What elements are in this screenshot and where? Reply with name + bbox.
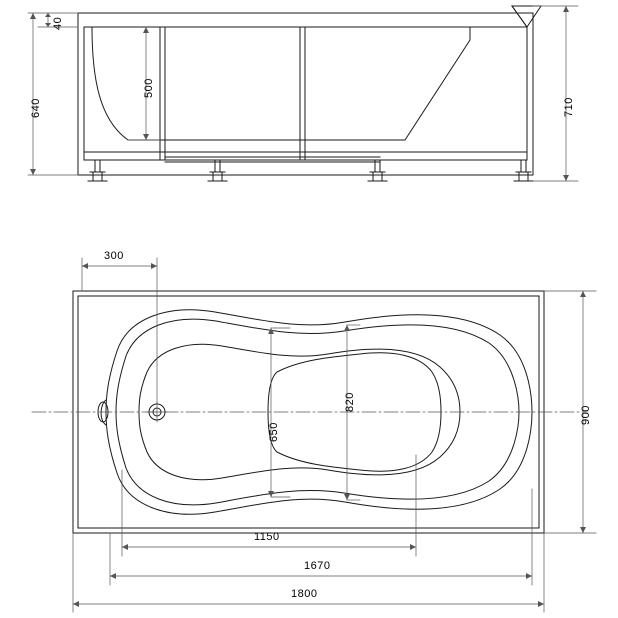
dimension-label-710: 710 xyxy=(563,97,575,117)
dimension-label-40: 40 xyxy=(52,16,64,30)
dimension-label-650: 650 xyxy=(268,422,280,442)
dimension-label-300: 300 xyxy=(104,250,124,262)
dimension-label-820: 820 xyxy=(344,392,356,412)
plan-dimension-lines xyxy=(73,258,596,612)
dimension-label-1800: 1800 xyxy=(291,588,318,600)
dimension-label-640: 640 xyxy=(30,98,42,118)
dimension-label-500: 500 xyxy=(143,78,155,98)
elevation-corner-detail xyxy=(512,6,541,27)
dimension-label-900: 900 xyxy=(580,405,592,425)
elevation-dimension-lines xyxy=(28,6,578,181)
dimension-label-1150: 1150 xyxy=(254,531,280,543)
elevation-corner-diag xyxy=(512,6,527,27)
dimension-label-1670: 1670 xyxy=(304,560,331,572)
leg-stem-4 xyxy=(521,160,526,172)
leg-stem-1 xyxy=(95,160,100,172)
elevation-legs xyxy=(88,160,533,181)
